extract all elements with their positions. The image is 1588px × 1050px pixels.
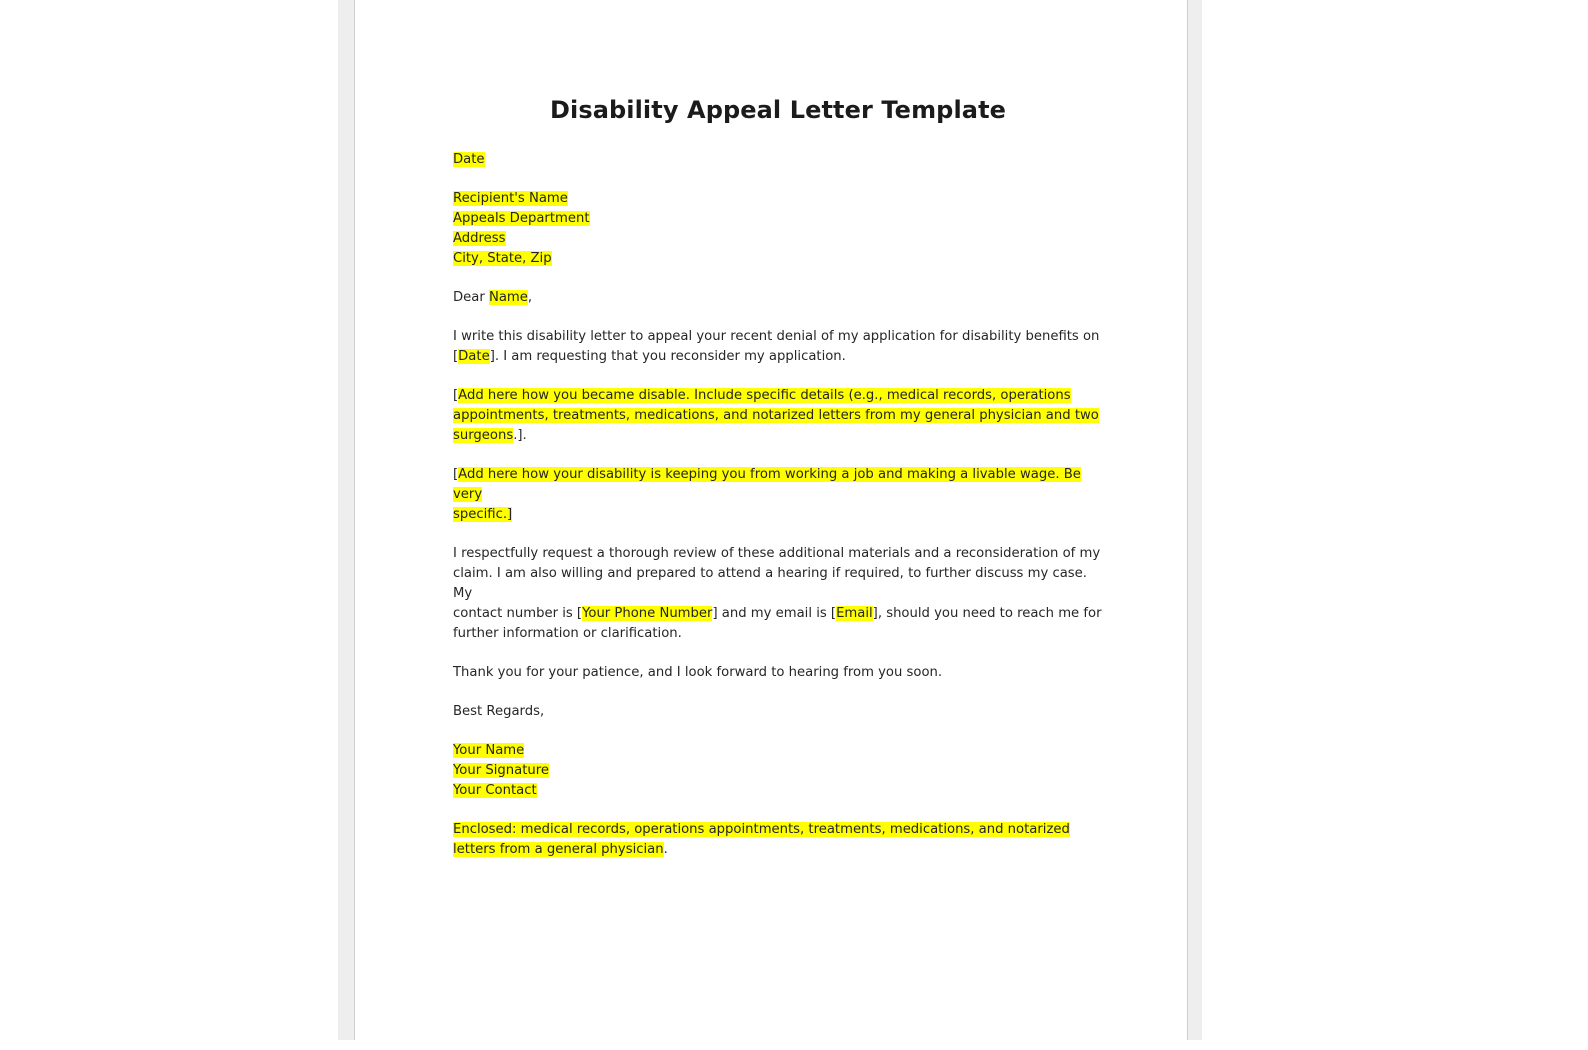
details-paragraph	[453, 386, 1103, 446]
signature-contact: Your Contact	[453, 783, 537, 798]
thanks-line: Thank you for your patience, and I look forward to hearing from you soon.	[453, 665, 943, 680]
request-paragraph	[453, 544, 1103, 644]
email-placeholder: Email	[836, 606, 873, 621]
recipient-city-state-zip: City, State, Zip	[453, 251, 552, 266]
details-line-2: appointments, treatments, medications, and notarized letters from my general physician and two	[453, 408, 1099, 423]
impact-line-2: specific.]	[453, 507, 513, 522]
salutation-prefix: Dear	[453, 290, 489, 305]
impact-paragraph	[453, 465, 1103, 525]
closing-line: Best Regards,	[453, 704, 545, 719]
recipient-address: Address	[453, 231, 506, 246]
details-line-1: Add here how you became disable. Include specific details (e.g., medical records, operations	[458, 388, 1071, 403]
recipient-department: Appeals Department	[453, 211, 590, 226]
signature-signature: Your Signature	[453, 763, 549, 778]
request-line-3-part-3: ], should you need to reach me for	[872, 606, 1102, 621]
request-line-4: further information or clarification.	[453, 626, 682, 641]
details-line-3: surgeons	[453, 428, 514, 443]
date-placeholder: Date	[453, 152, 485, 167]
document-page[interactable]	[354, 0, 1188, 1040]
enclosed-line-1: Enclosed: medical records, operations appointments, treatments, medications, and notarized	[453, 822, 1070, 837]
salutation	[453, 288, 1103, 308]
salutation-name: Name	[488, 290, 528, 305]
intro-bracket-open: [	[453, 349, 459, 364]
intro-line-1: I write this disability letter to appeal your recent denial of my application for disability benefits on	[453, 329, 1100, 344]
date-block	[453, 150, 1103, 170]
document-title: Disability Appeal Letter Template	[549, 96, 1007, 124]
letter-body	[453, 150, 1103, 879]
request-line-3-part-1: contact number is [	[453, 606, 583, 621]
request-line-2: claim. I am also willing and prepared to attend a hearing if required, to further discuss my case. My	[453, 566, 1087, 601]
salutation-suffix: ,	[527, 290, 533, 305]
recipient-block	[453, 189, 1103, 269]
signature-name: Your Name	[453, 743, 525, 758]
thanks-paragraph	[453, 663, 1103, 683]
request-line-1: I respectfully request a thorough review of these additional materials and a reconsideration of my	[453, 546, 1101, 561]
recipient-name: Recipient's Name	[453, 191, 568, 206]
intro-paragraph	[453, 327, 1103, 367]
request-line-3-part-2: ] and my email is [	[712, 606, 837, 621]
details-bracket-open: [	[453, 388, 459, 403]
signature-block	[453, 741, 1103, 801]
details-tail: .].	[513, 428, 527, 443]
closing	[453, 702, 1103, 722]
enclosed-line-2: letters from a general physician	[453, 842, 664, 857]
enclosed-tail: .	[663, 842, 668, 857]
intro-line-2: ]. I am requesting that you reconsider my application.	[489, 349, 846, 364]
intro-date-placeholder: Date	[458, 349, 490, 364]
impact-bracket-open: [	[453, 467, 459, 482]
impact-line-1: Add here how your disability is keeping you from working a job and making a livable wage. Be very	[453, 467, 1081, 502]
enclosed-paragraph	[453, 820, 1103, 860]
phone-placeholder: Your Phone Number	[582, 606, 713, 621]
